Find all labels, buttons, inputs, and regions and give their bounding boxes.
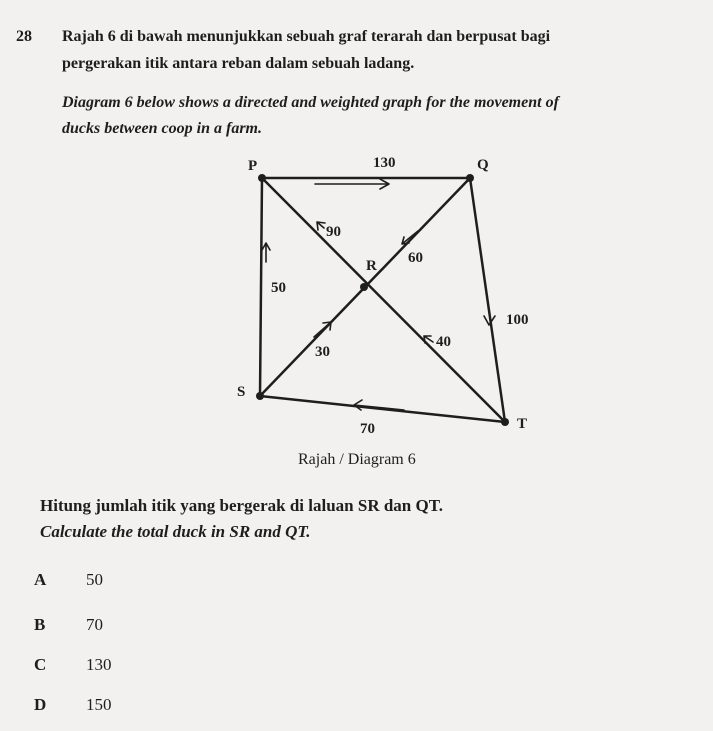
vertex-S-label: S	[237, 384, 246, 400]
option-a-value: 50	[86, 570, 103, 589]
option-d-letter: D	[34, 695, 47, 714]
option-b-letter: B	[34, 615, 46, 634]
option-c-letter: C	[34, 655, 47, 674]
vertex-T-label: T	[517, 416, 528, 432]
arrow-SP	[262, 243, 270, 262]
prompt-en: Calculate the total duck in SR and QT.	[40, 522, 311, 541]
weight-RP: 90	[326, 224, 341, 240]
arrow-TR	[424, 336, 433, 343]
option-a[interactable]	[34, 570, 103, 590]
weight-TR: 40	[436, 334, 451, 350]
vertex-Q-dot	[466, 174, 474, 182]
weight-PQ: 130	[373, 155, 396, 171]
vertex-P-label: P	[248, 158, 258, 174]
question-number: 28	[16, 28, 32, 45]
vertex-T-dot	[501, 418, 509, 426]
option-b[interactable]	[34, 615, 103, 635]
question-text-ms-2: pergerakan itik antara reban dalam sebuah ladang.	[62, 55, 415, 72]
vertex-R-label: R	[366, 258, 377, 274]
option-b-value: 70	[86, 615, 103, 634]
edge-SP	[260, 178, 262, 396]
option-d-value: 150	[86, 695, 112, 714]
vertex-P-dot	[258, 174, 266, 182]
weight-SP: 50	[271, 280, 286, 296]
question-text-ms-1: Rajah 6 di bawah menunjukkan sebuah graf terarah dan berpusat bagi	[62, 28, 551, 45]
prompt-ms: Hitung jumlah itik yang bergerak di laluan SR dan QT.	[40, 496, 444, 515]
weight-TS: 70	[360, 421, 375, 437]
edge-ST	[260, 396, 505, 422]
vertex-Q-label: Q	[477, 157, 489, 173]
option-c-value: 130	[86, 655, 112, 674]
option-d[interactable]	[34, 695, 112, 715]
arrow-PQ	[315, 179, 389, 189]
arrow-RP	[317, 222, 325, 230]
diagram-caption: Rajah / Diagram 6	[298, 451, 416, 468]
weight-QT: 100	[506, 312, 529, 328]
edge-QT	[470, 178, 505, 422]
question-text-en-2: ducks between coop in a farm.	[62, 120, 262, 137]
vertex-S-dot	[256, 392, 264, 400]
option-a-letter: A	[34, 570, 47, 589]
arrow-SR	[314, 322, 331, 337]
vertex-R-dot	[360, 283, 368, 291]
edge-PT	[262, 178, 505, 422]
weight-QR: 60	[408, 250, 423, 266]
option-c[interactable]	[34, 655, 112, 675]
weight-SR: 30	[315, 344, 330, 360]
question-text-en-1: Diagram 6 below shows a directed and weighted graph for the movement of	[62, 94, 559, 111]
